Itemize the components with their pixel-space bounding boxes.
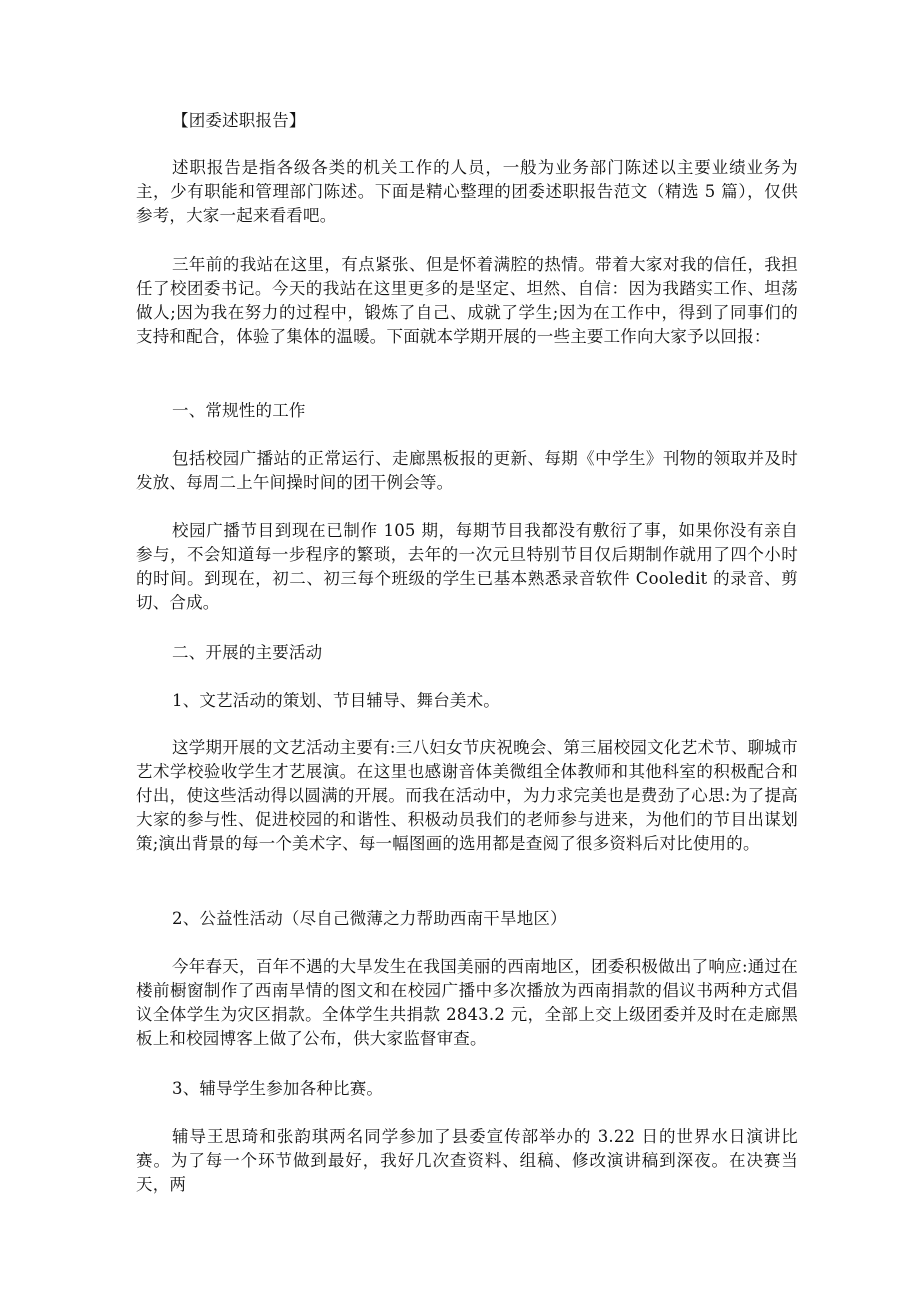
body-paragraph: 校园广播节目到现在已制作 105 期，每期节目我都没有敷衍了事，如果你没有亲自参与，不会知道每一步程序的繁琐，去年的一次元旦特别节目仅后期制作就用了四个小时的时间。到现在，初二、初三每个班级的学生已基本熟悉录音软件 Cooledit 的录音、剪切、合成。 [136,521,798,612]
subsection-heading: 1、文艺活动的策划、节目辅导、舞台美术。 [172,691,500,710]
section-heading: 二、开展的主要活动 [172,643,323,662]
body-paragraph: 辅导王思琦和张韵琪两名同学参加了县委宣传部举办的 3.22 日的世界水日演讲比赛。为了每一个环节做到最好，我好几次查资料、组稿、修改演讲稿到深夜。在决赛当天，两 [136,1127,798,1194]
document-title: 【团委述职报告】 [172,111,306,130]
body-paragraph: 三年前的我站在这里，有点紧张、但是怀着满腔的热情。带着大家对我的信任，我担任了校团委书记。今天的我站在这里更多的是坚定、坦然、自信：因为我踏实工作、坦荡做人;因为我在努力的过程中，锻炼了自己、成就了学生;因为在工作中，得到了同事们的支持和配合，体验了集体的温暖。下面就本学期开展的一些主要工作向大家予以回报： [136,255,798,346]
body-paragraph: 包括校园广播站的正常运行、走廊黑板报的更新、每期《中学生》刊物的领取并及时发放、每周二上午间操时间的团干例会等。 [136,449,798,492]
section-heading: 一、常规性的工作 [172,401,306,420]
subsection-heading: 2、公益性活动（尽自己微薄之力帮助西南干旱地区） [172,909,567,928]
subsection-heading: 3、辅导学生参加各种比赛。 [172,1079,384,1098]
intro-paragraph: 述职报告是指各级各类的机关工作的人员，一般为业务部门陈述以主要业绩业务为主，少有职能和管理部门陈述。下面是精心整理的团委述职报告范文（精选 5 篇），仅供参考，大家一起来看看吧。 [136,158,798,225]
body-paragraph: 今年春天，百年不遇的大旱发生在我国美丽的西南地区，团委积极做出了响应:通过在楼前橱窗制作了西南旱情的图文和在校园广播中多次播放为西南捐款的倡议书两种方式倡议全体学生为灾区捐款。全体学生共捐款 2843.2 元，全部上交上级团委并及时在走廊黑板上和校园博客上做了公布，供大家监督审查。 [136,957,798,1048]
body-paragraph: 这学期开展的文艺活动主要有:三八妇女节庆祝晚会、第三届校园文化艺术节、聊城市艺术学校验收学生才艺展演。在这里也感谢音体美微组全体教师和其他科室的积极配合和付出，使这些活动得以圆满的开展。而我在活动中，为力求完美也是费劲了心思:为了提高大家的参与性、促进校园的和谐性、积极动员我们的老师参与进来，为他们的节目出谋划策;演出背景的每一个美术字、每一幅图画的选用都是查阅了很多资料后对比使用的。 [136,738,798,853]
